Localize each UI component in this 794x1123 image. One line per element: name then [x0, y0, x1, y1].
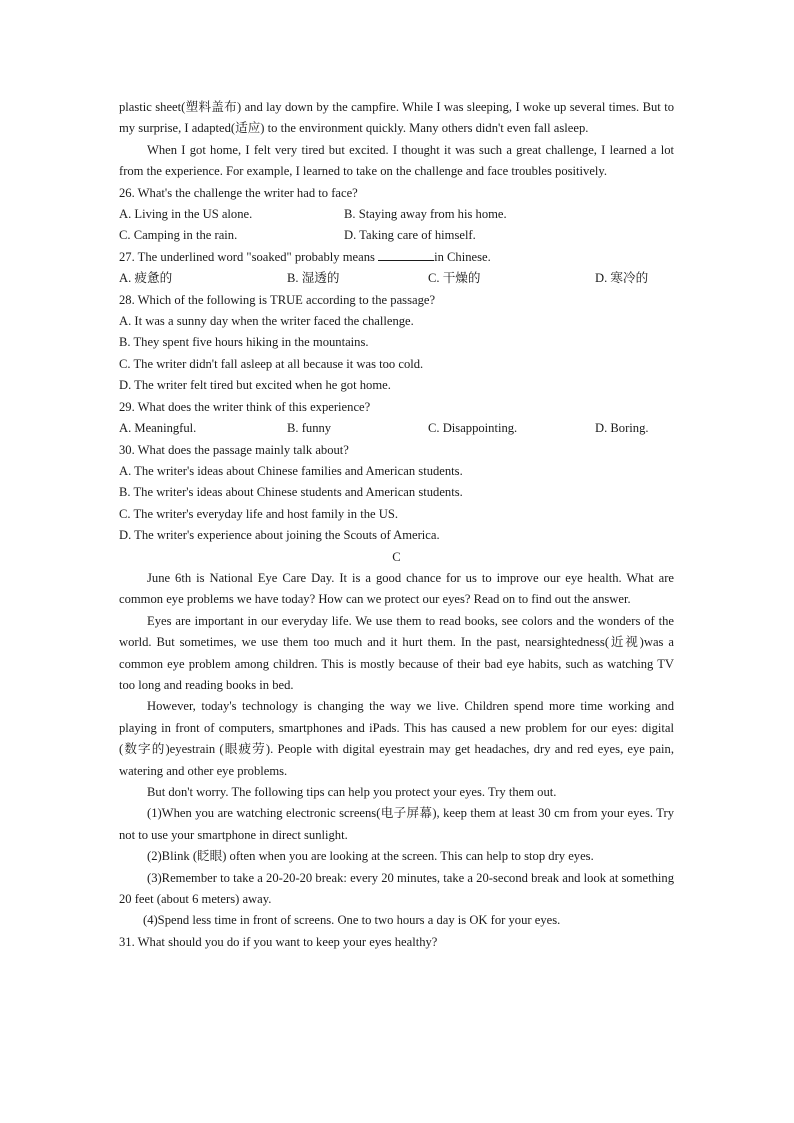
option-d: D. The writer's experience about joining the Scouts of America.: [119, 528, 440, 543]
passage-c-paragraph: June 6th is National Eye Care Day. It is a good chance for us to improve our eye health. What are common eye problems we have today? How can we protect our eyes? Read on to find out the answer.: [119, 570, 674, 607]
option-c: C. The writer's everyday life and host family in the US.: [119, 506, 399, 521]
option-d: D. Boring.: [595, 421, 649, 436]
option-c: C. 干燥的: [428, 271, 481, 286]
option-d: D. Taking care of himself.: [344, 228, 476, 243]
option-d: D. 寒冷的: [595, 271, 649, 286]
passage-c-paragraph: However, today's technology is changing the way we live. Children spend more time working and playing in front of computers, smartphones and iPads. This has caused a new problem for our eyes: digital (数字的)eyestrain (眼疲劳). People with digital eyestrain may get headaches, dry and red eyes, eye pain, watering and other eye problems.: [119, 699, 674, 778]
option-c: C. Disappointing.: [428, 421, 518, 436]
option-a: A. 疲惫的: [119, 271, 173, 286]
question-27-options: [119, 268, 674, 289]
option-b: B. Staying away from his home.: [344, 207, 507, 222]
option-b: B. 湿透的: [287, 271, 340, 286]
option-c: C. The writer didn't fall asleep at all because it was too cold.: [119, 356, 424, 371]
passage-c-paragraph: But don't worry. The following tips can help you protect your eyes. Try them out.: [147, 785, 557, 799]
passage-c-paragraph: Eyes are important in our everyday life. We use them to read books, see colors and the wonders of the world. But sometimes, we use them too much and it hurt them. In the past, nearsightedness(近视)was a common eye problem among children. This is mostly because of their bad eye habits, such as watching TV too long and reading books in bed.: [119, 613, 674, 692]
option-b: B. funny: [287, 421, 332, 436]
passage-c-tip: (4)Spend less time in front of screens. One to two hours a day is OK for your eyes.: [143, 913, 561, 928]
passage-c-tip: (3)Remember to take a 20-20-20 break: every 20 minutes, take a 20-second break and look at something 20 feet (about 6 meters) away.: [119, 870, 674, 907]
question-26-options-row2: [119, 225, 674, 246]
option-b: B. They spent five hours hiking in the mountains.: [119, 335, 369, 350]
passage-b-paragraph: plastic sheet(塑料盖布) and lay down by the campfire. While I was sleeping, I woke up several times. But to my surprise, I adapted(适应) to the environment quickly. Many others didn't even fall asleep.: [119, 100, 674, 136]
option-a: A. Living in the US alone.: [119, 207, 253, 222]
option-d: D. The writer felt tired but excited when he got home.: [119, 378, 391, 393]
passage-b-paragraph: When I got home, I felt very tired but excited. I thought it was such a great challenge, I learned a lot from the experience. For example, I learned to take on the challenge and face troubles positively.: [119, 142, 674, 179]
passage-c-tip: (2)Blink (眨眼) often when you are looking at the screen. This can help to stop dry eyes.: [147, 849, 594, 864]
passage-c-label: C: [392, 549, 401, 564]
option-b: B. The writer's ideas about Chinese students and American students.: [119, 485, 463, 500]
question-29-stem: 29. What does the writer think of this experience?: [119, 399, 371, 414]
question-31-stem: 31. What should you do if you want to keep your eyes healthy?: [119, 934, 438, 949]
question-28-stem: 28. Which of the following is TRUE according to the passage?: [119, 292, 436, 307]
answer-blank: [378, 248, 434, 261]
option-a: A. Meaningful.: [119, 421, 197, 436]
question-27-stem-start: 27. The underlined word "soaked" probably means: [119, 249, 379, 264]
option-c: C. Camping in the rain.: [119, 228, 238, 243]
question-26-options-row1: [119, 204, 674, 225]
question-29-options: [119, 418, 674, 439]
question-26-stem: 26. What's the challenge the writer had to face?: [119, 185, 358, 200]
document-page: [119, 97, 674, 953]
option-a: A. It was a sunny day when the writer faced the challenge.: [119, 314, 414, 329]
option-a: A. The writer's ideas about Chinese families and American students.: [119, 463, 463, 478]
question-27-stem-end: in Chinese.: [434, 249, 491, 264]
question-27-stem: [119, 247, 674, 268]
passage-c-tip: (1)When you are watching electronic screens(电子屏幕), keep them at least 30 cm from your eyes. Try not to use your smartphone in direct sunlight.: [119, 806, 674, 842]
question-30-stem: 30. What does the passage mainly talk about?: [119, 442, 349, 457]
